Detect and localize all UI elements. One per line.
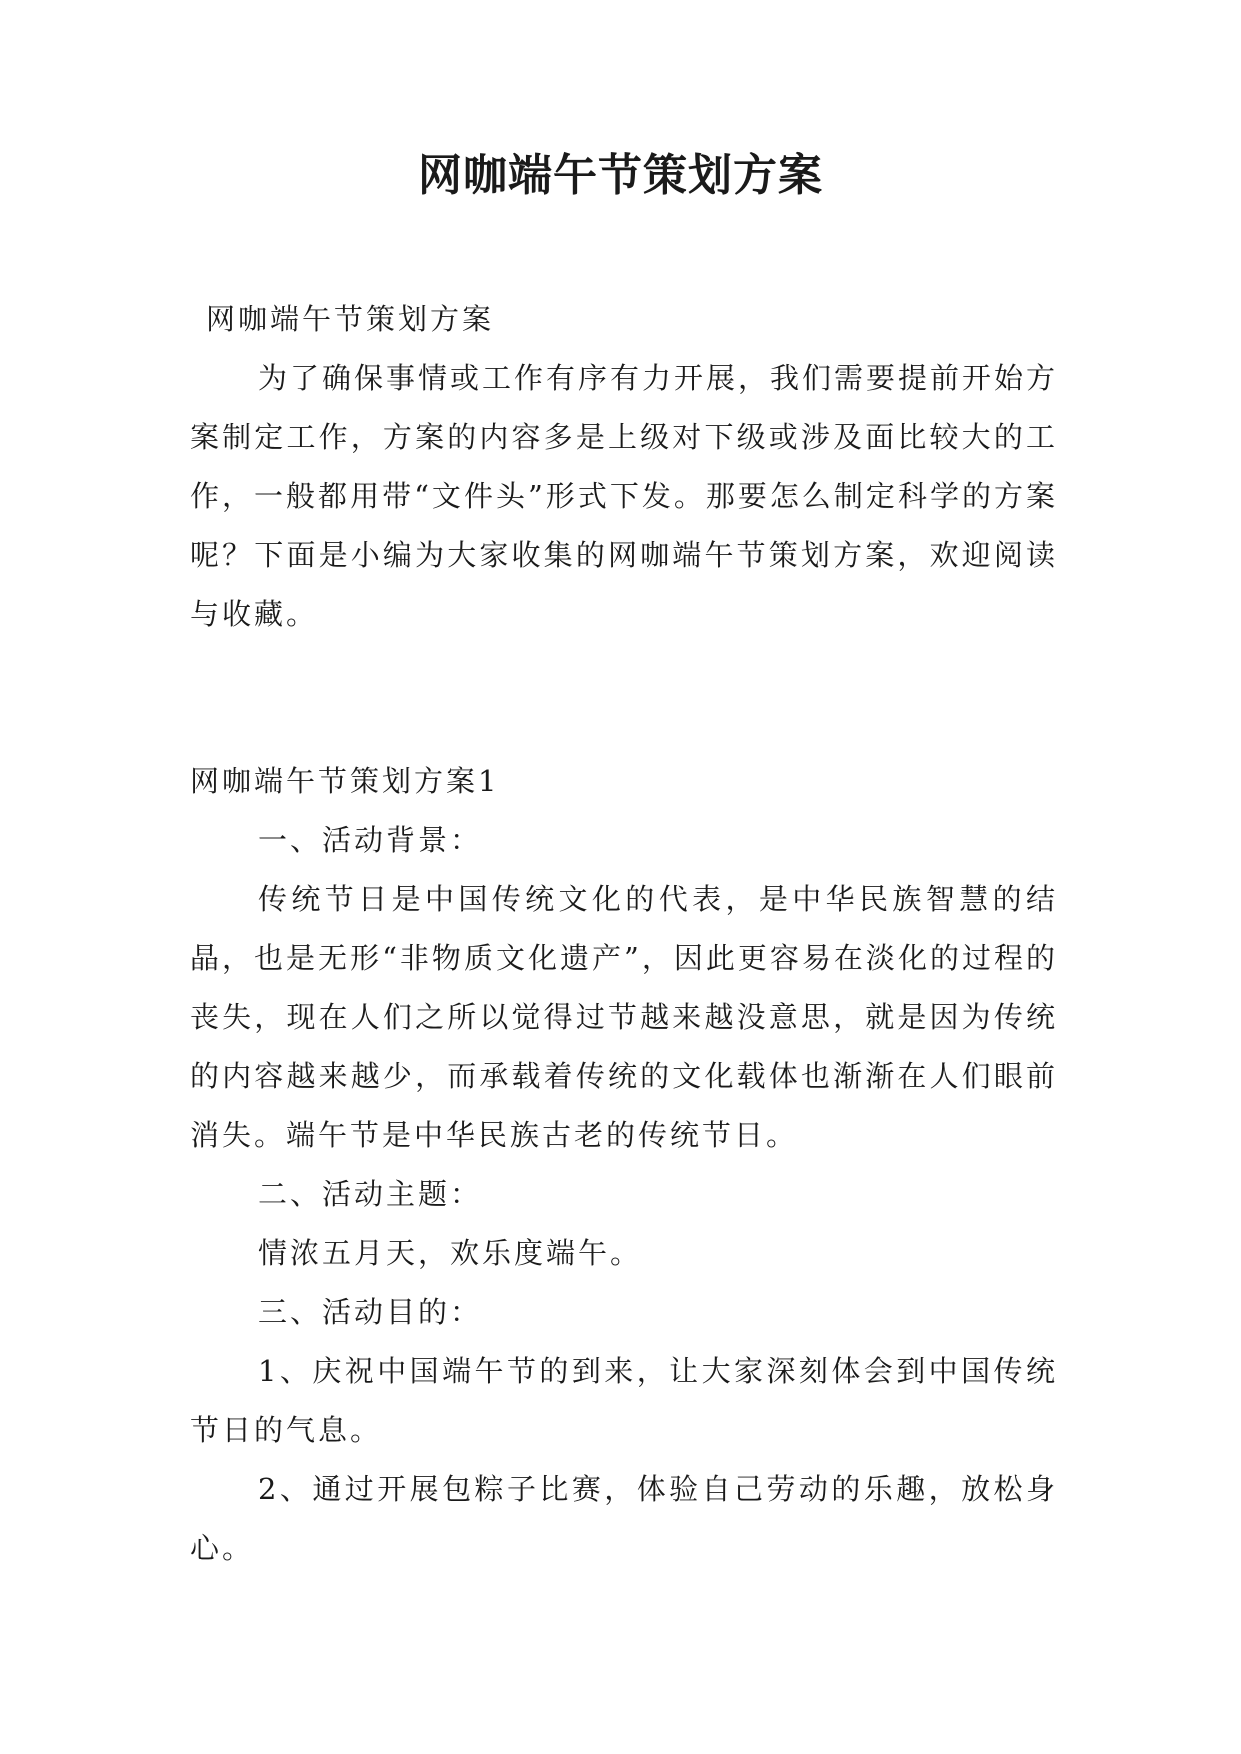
intro-paragraph: 为了确保事情或工作有序有力开展，我们需要提前开始方案制定工作，方案的内容多是上级对下级或涉及面比较大的工作，一般都用带“文件头”形式下发。那要怎么制定科学的方案呢？下面是小编为大家收集的网咖端午节策划方案，欢迎阅读与收藏。 — [190, 361, 1059, 631]
paragraph-spacer — [190, 644, 1058, 752]
document-body — [190, 290, 1058, 1578]
purpose-item-1: 1、庆祝中国端午节的到来，让大家深刻体会到中国传统节日的气息。 — [190, 1354, 1058, 1447]
heading-theme: 二、活动主题： — [258, 1177, 483, 1211]
purpose-item-2: 2、通过开展包粽子比赛，体验自己劳动的乐趣，放松身心。 — [190, 1472, 1058, 1565]
background-paragraph: 传统节日是中国传统文化的代表，是中华民族智慧的结晶，也是无形“非物质文化遗产”，因此更容易在淡化的过程的丧失，现在人们之所以觉得过节越来越没意思，就是因为传统的内容越来越少，而承载着传统的文化载体也渐渐在人们眼前消失。端午节是中华民族古老的传统节日。 — [190, 882, 1058, 1152]
heading-background: 一、活动背景： — [258, 823, 483, 857]
document-title: 网咖端午节策划方案 — [418, 150, 823, 201]
heading-purpose: 三、活动目的： — [258, 1295, 483, 1329]
section-title: 网咖端午节策划方案1 — [190, 764, 500, 798]
theme-paragraph: 情浓五月天，欢乐度端午。 — [258, 1236, 643, 1270]
document-subtitle: 网咖端午节策划方案 — [206, 302, 495, 336]
